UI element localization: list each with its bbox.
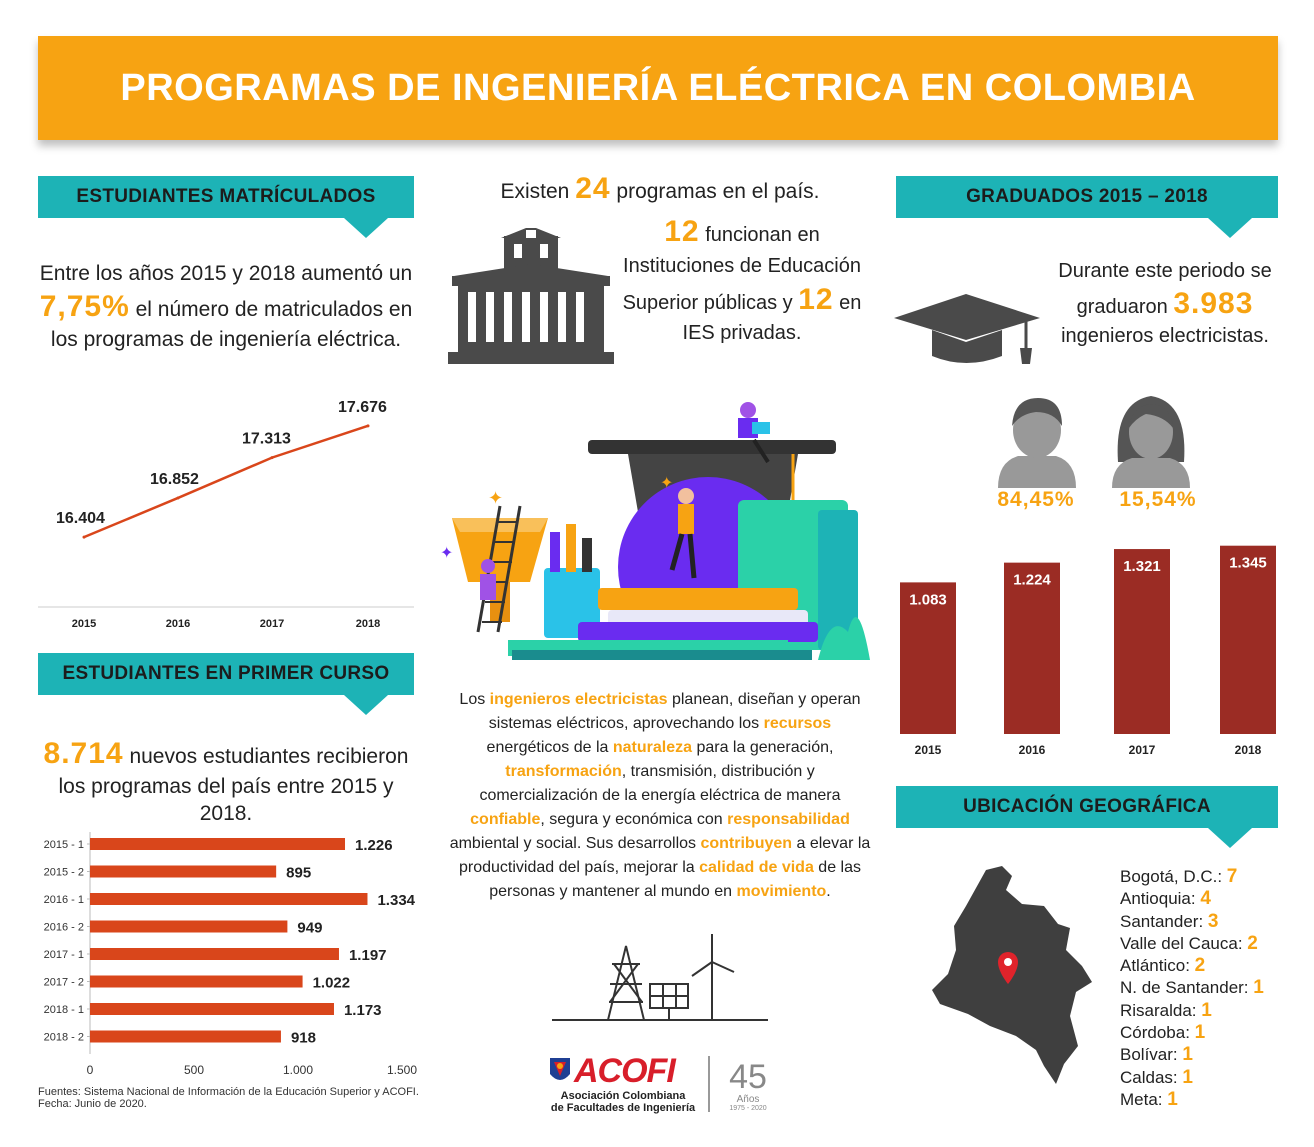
description-highlight: contribuyen <box>700 835 793 852</box>
description-highlight: calidad de vida <box>699 859 814 876</box>
bar <box>90 838 345 850</box>
graduation-cap-icon <box>894 294 1044 370</box>
line-series <box>84 426 368 537</box>
geo-list-item <box>1120 1067 1296 1089</box>
data-label: 895 <box>286 864 312 882</box>
geo-item-name: Córdoba: <box>1120 1023 1195 1043</box>
description-text: , transmisión, distribución y comercialización de la energía eléctrica de manera <box>479 763 841 804</box>
graduates-heading <box>896 176 1278 218</box>
education-illustration <box>438 392 876 664</box>
x-tick-label: 2017 <box>1128 743 1156 757</box>
geo-item-count: 2 <box>1194 955 1206 977</box>
geo-item-count: 1 <box>1182 1044 1193 1066</box>
data-label: 918 <box>290 1029 316 1047</box>
description-text: , segura y económica con <box>540 811 728 828</box>
geo-item-count: 1 <box>1167 1088 1178 1110</box>
programs-public: 12 <box>664 215 700 248</box>
y-tick-label: 2017 - 1 <box>43 949 84 961</box>
geo-item-name: Bogotá, D.C.: <box>1120 867 1227 886</box>
svg-text:✦: ✦ <box>440 545 454 562</box>
y-tick-label: 2017 - 2 <box>43 976 84 989</box>
description-highlight: ingenieros electricistas <box>489 691 668 708</box>
bar <box>90 1003 334 1015</box>
y-tick-label: 2016 - 1 <box>43 894 84 906</box>
sources <box>38 1086 438 1110</box>
line-point <box>271 456 274 459</box>
anniversary-number: 45 <box>729 1058 767 1096</box>
geo-list-item <box>1120 888 1296 910</box>
geo-item-name: Antioquia: <box>1120 889 1201 909</box>
geo-list-item <box>1120 1000 1296 1022</box>
geo-list-item <box>1120 911 1296 933</box>
bar <box>90 976 303 988</box>
bar <box>90 921 287 933</box>
bar <box>90 948 339 960</box>
data-label: 16.404 <box>56 510 105 528</box>
geo-item-count: 4 <box>1200 888 1211 910</box>
colombia-map-icon <box>932 866 1102 1086</box>
female-avatar-icon <box>1110 392 1192 488</box>
x-tick-label: 2018 <box>355 618 381 630</box>
description-text: Los <box>459 691 490 708</box>
data-label: 1.197 <box>348 947 387 964</box>
x-tick-label: 1.500 <box>386 1063 418 1077</box>
enrolled-text-before: Entre los años 2015 y 2018 aumentó un <box>39 262 413 285</box>
description-highlight: transformación <box>505 763 622 780</box>
description-text: . <box>826 883 831 900</box>
graduates-text <box>1048 258 1282 349</box>
sources-line2: Fecha: Junio de 2020. <box>38 1098 147 1110</box>
data-label: 949 <box>297 919 323 937</box>
acofi-name: ACOFI <box>574 1052 675 1090</box>
geo-item-count: 1 <box>1201 999 1212 1021</box>
first-year-heading-label: ESTUDIANTES EN PRIMER CURSO <box>62 663 390 684</box>
geo-list-item <box>1120 955 1296 977</box>
x-tick-label: 1.000 <box>282 1063 314 1077</box>
geo-heading <box>896 786 1278 828</box>
geo-item-name: Valle del Cauca: <box>1120 933 1248 953</box>
enrolled-heading-label: ESTUDIANTES MATRÍCULADOS <box>76 186 376 207</box>
geo-item-name: Bolívar: <box>1120 1045 1183 1065</box>
enrolled-text-after: el número de matriculados en los programas de ingeniería eléctrica. <box>50 298 413 352</box>
geo-item-count: 1 <box>1253 977 1264 999</box>
y-tick-label: 2016 - 2 <box>43 921 84 934</box>
y-tick-label: 2015 - 2 <box>43 866 84 879</box>
page-title: PROGRAMAS DE INGENIERÍA ELÉCTRICA EN COLOMBIA <box>120 66 1196 109</box>
data-label: 1.224 <box>1013 571 1051 589</box>
x-tick-label: 2016 <box>1018 743 1046 757</box>
female-percentage: 15,54% <box>1119 488 1197 511</box>
y-tick-label: 2015 - 1 <box>43 839 84 851</box>
bar <box>1114 549 1170 734</box>
anniversary-years: 1975 - 2020 <box>729 1105 767 1112</box>
engineer-description <box>446 688 874 904</box>
graduates-text-before: Durante este periodo se graduaron <box>1058 260 1272 318</box>
acofi-subtitle-2: de Facultades de Ingeniería <box>550 1102 696 1114</box>
first-year-bar-chart <box>30 832 422 1080</box>
x-tick-label: 500 <box>183 1063 205 1077</box>
line-point <box>367 424 370 427</box>
bar <box>1220 546 1276 734</box>
geo-heading-label: UBICACIÓN GEOGRÁFICA <box>963 796 1211 817</box>
geo-item-name: N. de Santander: <box>1120 978 1254 998</box>
geo-item-count: 3 <box>1207 910 1219 932</box>
x-tick-label: 2015 <box>71 618 97 630</box>
geo-item-count: 7 <box>1226 866 1238 887</box>
geo-item-count: 2 <box>1247 932 1258 954</box>
logo-divider <box>708 1056 710 1112</box>
geo-item-count: 1 <box>1182 1066 1193 1088</box>
geo-list-item <box>1120 977 1296 999</box>
graduates-heading-label: GRADUADOS 2015 – 2018 <box>966 186 1208 207</box>
geo-item-name: Caldas: <box>1120 1067 1183 1087</box>
bar <box>90 893 367 905</box>
programs-line1 <box>440 172 880 206</box>
description-text: a elevar la productividad del país, mejorar la <box>459 835 871 876</box>
programs-detail <box>612 212 872 347</box>
data-label: 17.313 <box>242 430 291 448</box>
geo-item-name: Meta: <box>1120 1089 1168 1109</box>
description-highlight: naturaleza <box>612 739 692 756</box>
enrolled-line-chart <box>38 395 414 635</box>
programs-line1-before: Existen <box>500 180 570 203</box>
first-year-text <box>38 734 414 828</box>
description-highlight: movimiento <box>736 883 827 900</box>
description-highlight: responsabilidad <box>727 811 850 828</box>
data-label: 16.852 <box>150 470 199 488</box>
programs-total: 24 <box>575 172 611 205</box>
programs-private: 12 <box>798 282 834 316</box>
description-highlight: confiable <box>470 811 541 828</box>
graduates-highlight: 3.983 <box>1173 287 1254 320</box>
sources-line1: Fuentes: Sistema Nacional de Información de la Educación Superior y ACOFI. <box>38 1086 419 1098</box>
x-tick-label: 0 <box>86 1063 94 1077</box>
programs-line1-after: programas en el país. <box>616 180 820 203</box>
anniversary-mark <box>718 1060 778 1112</box>
geo-item-count: 1 <box>1194 1022 1206 1044</box>
university-building-icon <box>446 228 616 368</box>
x-tick-label: 2017 <box>259 618 285 630</box>
description-text: de las personas y mantener al mundo en <box>489 859 861 900</box>
power-energy-icon <box>552 932 768 1024</box>
line-point <box>177 496 180 499</box>
geo-list-item <box>1120 1022 1296 1044</box>
male-percentage: 84,45% <box>997 488 1075 511</box>
geo-list-item <box>1120 866 1296 888</box>
geo-list-item <box>1120 1044 1296 1066</box>
description-highlight: recursos <box>763 715 832 732</box>
graduates-bar-chart <box>892 528 1284 764</box>
first-year-highlight: 8.714 <box>43 737 124 770</box>
data-label: 1.226 <box>355 837 393 854</box>
bar <box>90 1031 281 1043</box>
graduates-text-after: ingenieros electricistas. <box>1061 325 1269 347</box>
geo-item-name: Atlántico: <box>1120 956 1195 976</box>
geo-list-item <box>1120 933 1296 955</box>
first-year-text-after: nuevos estudiantes recibieron los programas del país entre 2015 y 2018. <box>58 745 409 826</box>
bar <box>90 866 276 878</box>
data-label: 1.173 <box>343 1002 382 1019</box>
anniversary-word: Años <box>736 1094 760 1105</box>
male-avatar-icon <box>996 392 1078 488</box>
description-text: energéticos de la <box>486 739 613 756</box>
description-text: planean, diseñan y operan sistemas eléctricos, aprovechando los <box>488 691 861 732</box>
x-tick-label: 2016 <box>165 618 191 630</box>
title-banner <box>38 36 1278 140</box>
description-text: para la generación, <box>692 739 834 756</box>
programs-private-text: en IES privadas. <box>682 291 862 344</box>
description-text: ambiental y social. Sus desarrollos <box>449 835 701 852</box>
enrolled-heading <box>38 176 414 218</box>
geo-list <box>1120 866 1296 1111</box>
x-tick-label: 2015 <box>914 743 942 757</box>
first-year-heading <box>38 653 414 695</box>
geo-list-item <box>1120 1089 1296 1111</box>
data-label: 17.676 <box>338 398 387 416</box>
y-tick-label: 2018 - 1 <box>43 1004 84 1016</box>
acofi-subtitle-1: Asociación Colombiana <box>560 1090 686 1102</box>
geo-item-name: Risaralda: <box>1120 1000 1202 1020</box>
x-tick-label: 2018 <box>1234 743 1262 757</box>
geo-item-name: Santander: <box>1120 911 1208 931</box>
enrolled-text <box>38 260 414 354</box>
data-label: 1.345 <box>1229 554 1267 572</box>
svg-text:✦: ✦ <box>660 475 674 492</box>
acofi-shield-icon <box>548 1056 572 1086</box>
data-label: 1.083 <box>909 591 947 609</box>
data-label: 1.022 <box>312 974 351 992</box>
svg-text:✦: ✦ <box>488 488 504 508</box>
programs-public-text: funcionan en Instituciones de Educación Superior públicas y <box>622 224 861 314</box>
line-point <box>83 536 86 539</box>
enrolled-highlight: 7,75% <box>39 290 130 324</box>
acofi-logo <box>548 1054 698 1116</box>
data-label: 1.321 <box>1123 558 1161 576</box>
data-label: 1.334 <box>377 892 416 909</box>
y-tick-label: 2018 - 2 <box>43 1031 84 1044</box>
